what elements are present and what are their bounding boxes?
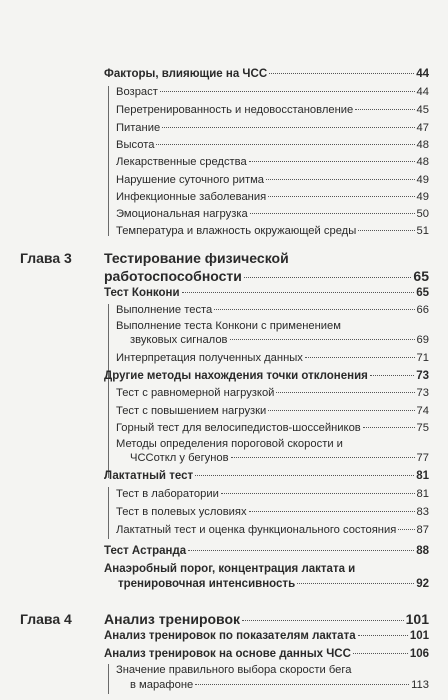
other-bar [108, 386, 109, 478]
toc-item[interactable]: в марафоне 113 [130, 679, 429, 691]
section-title: Факторы, влияющие на ЧСС [104, 68, 268, 80]
toc-section-anaerobic[interactable]: тренировочная интенсивность 92 [118, 578, 429, 590]
toc-item[interactable]: Инфекционные заболевания 49 [116, 191, 429, 203]
lactate-bar [108, 487, 109, 539]
toc-chapter-4[interactable]: Анализ тренировок 101 [104, 611, 429, 627]
toc-item-line: Выполнение теста Конкони с применением [116, 320, 341, 332]
toc-section-other-methods[interactable]: Другие методы нахождения точки отклонения 73 [104, 370, 429, 382]
toc-item[interactable]: Лекарственные средства 48 [116, 156, 429, 168]
toc-item[interactable]: Возраст 44 [116, 86, 429, 98]
toc-item[interactable]: звуковых сигналов 69 [130, 334, 429, 346]
toc-chapter-3[interactable]: работоспособности 65 [104, 268, 429, 284]
toc-section-lactate-analysis[interactable]: Анализ тренировок по показателям лактата 101 [104, 630, 429, 642]
toc-item-line: Методы определения пороговой скорости и [116, 438, 343, 450]
toc-item[interactable]: Эмоциональная нагрузка 50 [116, 208, 429, 220]
toc-item[interactable]: Горный тест для велосипедистов-шоссейников 75 [116, 422, 429, 434]
toc-item-line: Значение правильного выбора скорости бега [116, 664, 352, 676]
toc-item[interactable]: Интерпретация полученных данных 71 [116, 352, 429, 364]
toc-section-conconi[interactable]: Тест Конкони 65 [104, 287, 429, 299]
toc-section-lactate-test[interactable]: Лактатный тест 81 [104, 470, 429, 482]
chapter-label: Глава 4 [20, 611, 72, 627]
factors-bar [108, 86, 109, 236]
toc-section-hr-analysis[interactable]: Анализ тренировок на основе данных ЧСС 106 [104, 648, 429, 660]
page-number: 44 [416, 68, 429, 80]
toc-item[interactable]: Лактатный тест и оценка функционального состояния 87 [116, 524, 429, 536]
chapter-title: Тестирование физической [104, 250, 289, 266]
toc-section-line: Анаэробный порог, концентрация лактата и [104, 563, 356, 575]
toc-item[interactable]: Тест в лаборатории 81 [116, 488, 429, 500]
toc-item[interactable]: Перетренированность и недовосстановление 45 [116, 104, 429, 116]
toc-item[interactable]: Высота 48 [116, 139, 429, 151]
toc-section-factors[interactable] [104, 68, 429, 80]
toc-item[interactable]: Нарушение суточного ритма 49 [116, 174, 429, 186]
toc-item[interactable]: Тест с повышением нагрузки 74 [116, 405, 429, 417]
toc-section-astrand[interactable]: Тест Астранда 88 [104, 545, 429, 557]
toc-item[interactable]: Тест в полевых условиях 83 [116, 506, 429, 518]
leader-dots [269, 73, 414, 74]
toc-item[interactable]: Температура и влажность окружающей среды 51 [116, 225, 429, 237]
toc-item[interactable]: Тест с равномерной нагрузкой 73 [116, 387, 429, 399]
chapter-label: Глава 3 [20, 250, 72, 266]
hr-bar [108, 664, 109, 694]
toc-item[interactable]: ЧССоткл у бегунов 77 [130, 452, 429, 464]
toc-item[interactable]: Питание 47 [116, 122, 429, 134]
toc-item[interactable]: Выполнение теста 66 [116, 304, 429, 316]
